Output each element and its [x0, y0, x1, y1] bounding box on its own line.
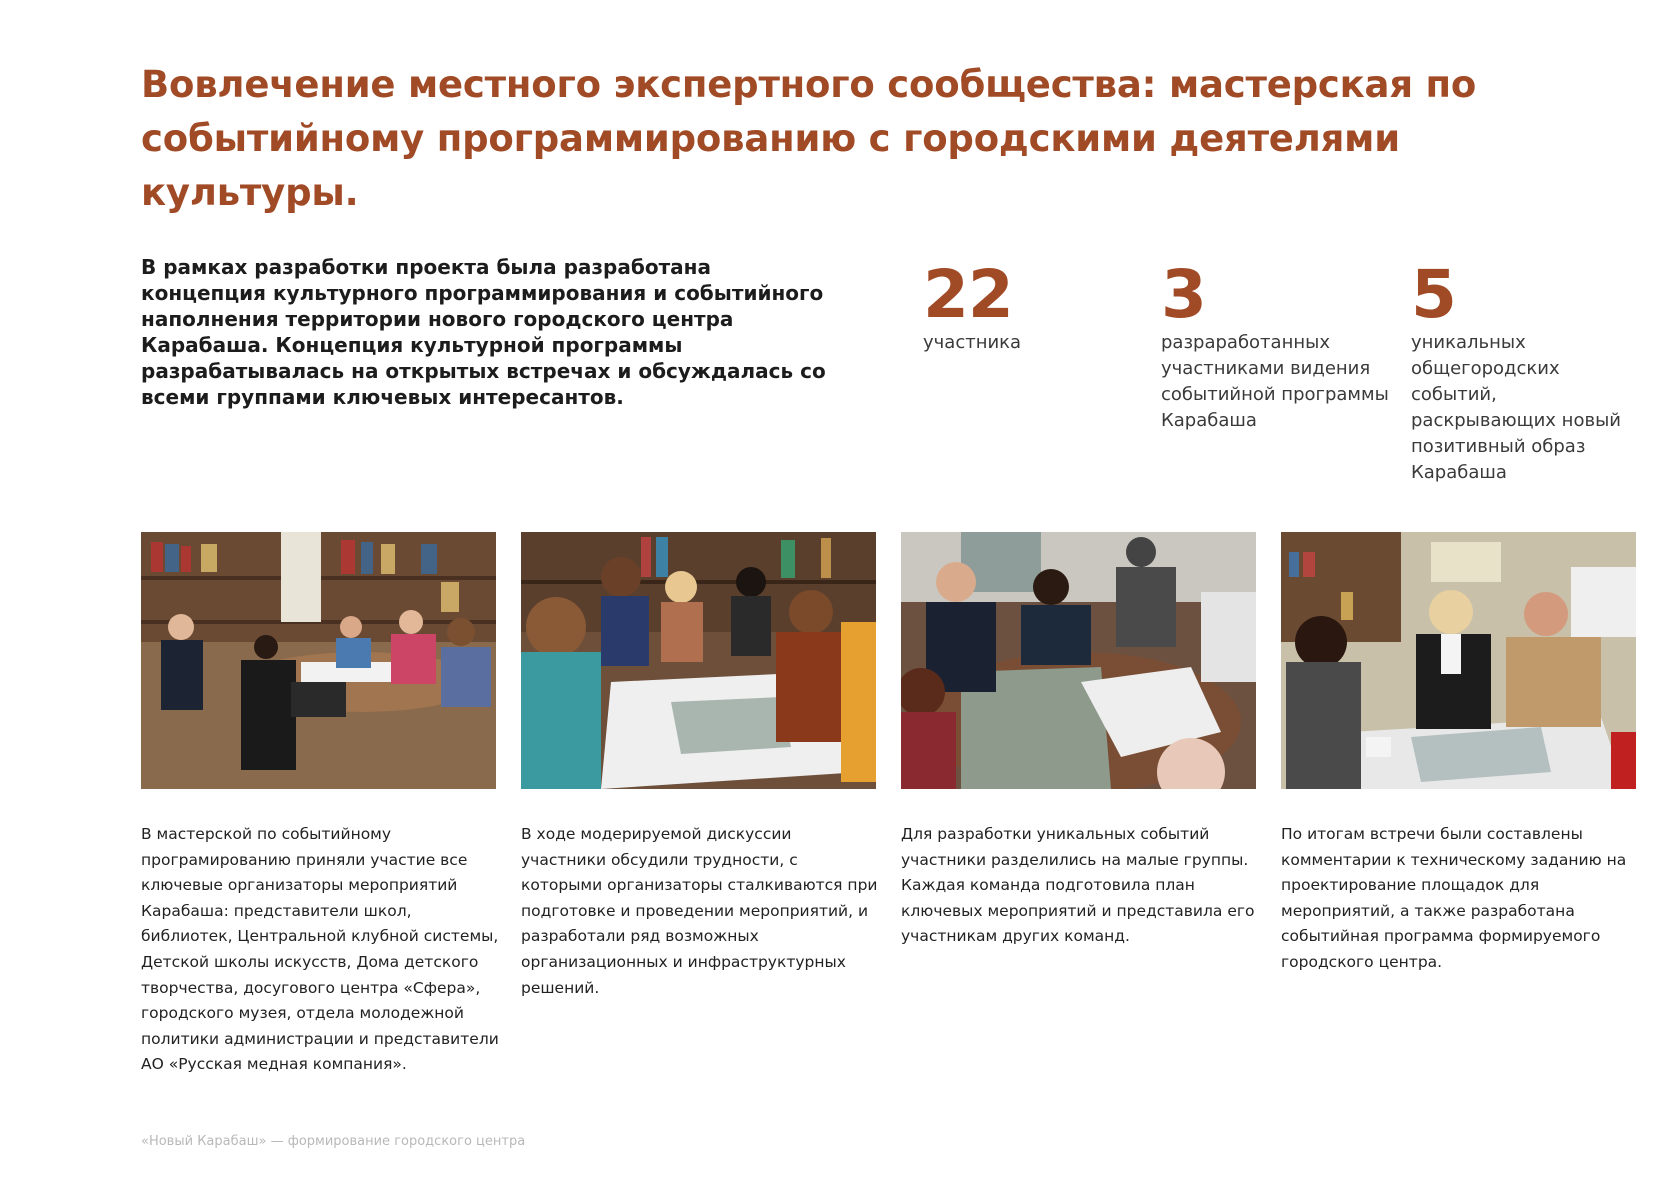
caption-results: По итогам встречи были составлены комментарии к техническому заданию на проектирование площадок для мероприятий, а также разработана событийная программа формируемого городского центра.	[1281, 825, 1627, 971]
workshop-photo-groups	[901, 532, 1256, 789]
stat-number: 22	[923, 256, 1013, 333]
caption-groups: Для разработки уникальных событий участники разделились на малые группы. Каждая команда подготовила план ключевых мероприятий и представила его участникам других команд.	[901, 825, 1255, 946]
caption-discussion: В ходе модерируемой дискуссии участники обсудили трудности, с которыми организаторы сталкиваются при подготовке и проведении мероприятий, и разработали ряд возможных организационных и инфраструктурных решений.	[521, 825, 878, 997]
stat-number: 3	[1161, 256, 1206, 333]
stat-visions	[1161, 256, 1391, 434]
workshop-photo-library	[141, 532, 496, 789]
stat-label: уникальных общегородских событий, раскрывающих новый позитивный образ Карабаша	[1411, 332, 1621, 483]
intro-paragraph: В рамках разработки проекта была разработана концепция культурного программирования и событийного наполнения территории нового городского центра Карабаша. Концепция культурной программы разрабатывалась на открытых встречах и обсуждалась со всеми группами ключевых интересантов.	[141, 255, 826, 409]
stat-participants	[923, 256, 1123, 356]
stat-events	[1411, 256, 1641, 486]
caption-library: В мастерской по событийному програмированию приняли участие все ключевые организаторы мероприятий Карабаша: представители школ, библиотек, Центральной клубной системы, Детской школы искусств, Дома детского творчества, досугового центра «Сфера», городского музея, отдела молодежной политики администрации и представители АО «Русская медная компания».	[141, 825, 499, 1074]
stat-label: разраработанных участниками видения событийной программы Карабаша	[1161, 332, 1389, 431]
workshop-photo-discussion	[521, 532, 876, 789]
page-title: Вовлечение местного экспертного сообщества: мастерская по событийному программированию с городскими деятелями культуры.	[141, 63, 1477, 214]
footer-note: «Новый Карабаш» — формирование городского центра	[141, 1134, 526, 1149]
workshop-photo-results	[1281, 532, 1636, 789]
stat-label: участника	[923, 332, 1022, 353]
stat-number: 5	[1411, 256, 1456, 333]
